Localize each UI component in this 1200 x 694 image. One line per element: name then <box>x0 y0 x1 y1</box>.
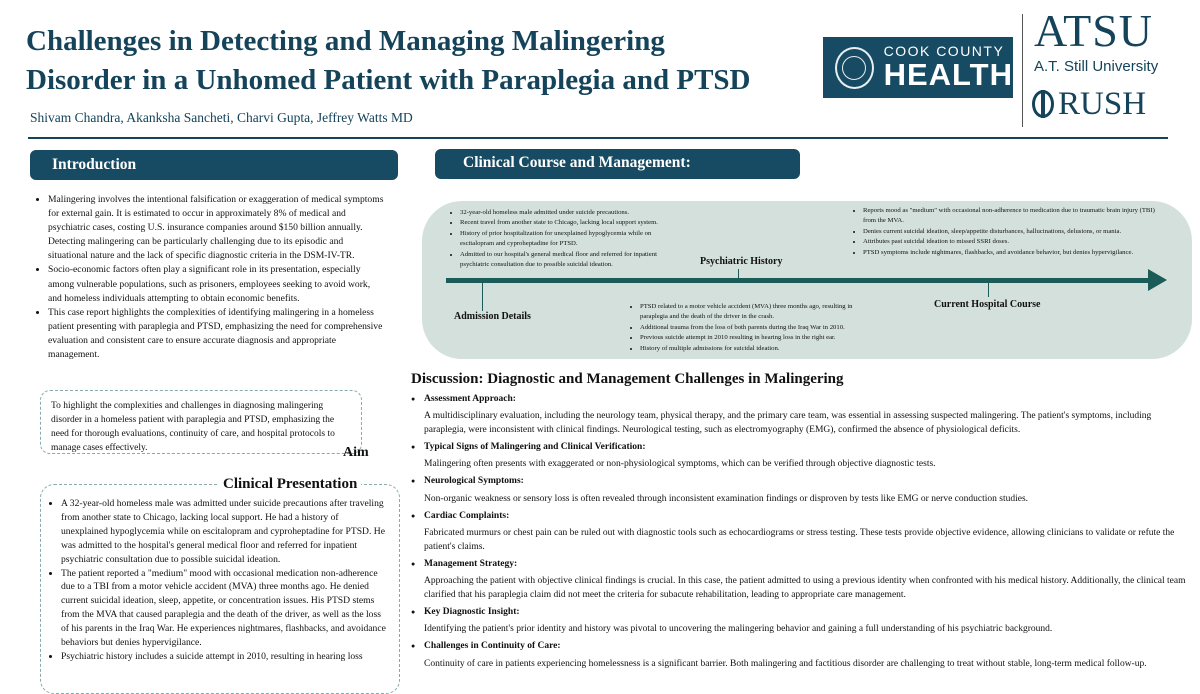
clinical-presentation-bullet: • A 32-year-old homeless male was admitted under suicide precautions after traveling from another state to Chicago, lacking local support. He had a history of unexplained hypoglycemia while on escitalopram and cyproheptadine for PTSD. He was admitted to the hospital's general medical floor and referred for inpatient psychiatric consultation due to possible suicidal ideation. <box>61 497 386 567</box>
current-course-bullet: • Reports mood as "medium" with occasional non-adherence to medication due to traumatic brain injury (TBI) from the MVA. <box>863 206 1159 227</box>
discussion-item-heading: ● Neurological Symptoms: <box>424 476 524 487</box>
discussion-item-body: A multidisciplinary evaluation, including the neurology team, physical therapy, and the primary care team, was essential in assessing suspected malingering. The patient's symptoms, including paraplegia, were inconsistent with clinical findings. Neurological testing, such as electromyography (EMG), confirmed the absence of physiological deficits. <box>424 411 1152 436</box>
atsu-logo: ATSU <box>1034 5 1154 56</box>
poster-title <box>26 22 806 100</box>
timeline-arrow <box>446 278 1150 283</box>
discussion-item <box>411 440 1189 471</box>
psychiatric-history-bullet: • PTSD related to a motor vehicle accident (MVA) three months ago, resulting in paraplegia and the death of the driver in the crash. <box>640 302 874 323</box>
aim-label: Aim <box>343 445 369 460</box>
discussion-item <box>411 392 1189 437</box>
discussion-heading: Discussion: Diagnostic and Management Challenges in Malingering <box>411 371 844 387</box>
cook-county-health-logo <box>823 37 1013 98</box>
introduction-bullet: • Socio-economic factors often play a significant role in its presentation, especially among vulnerable populations, such as prisoners, employees seeking to avoid work, and homeless individuals attempting to obtain economic benefits. <box>48 263 385 305</box>
header-divider <box>28 137 1168 139</box>
admission-bullet: • Recent travel from another state to Chicago, lacking local support system. <box>460 218 684 228</box>
discussion-item-heading: ● Challenges in Continuity of Care: <box>424 641 561 652</box>
introduction-bullet: • This case report highlights the complexities of identifying malingering in a homeless patient presenting with paraplegia and PTSD, emphasizing the need for comprehensive evaluation and consistent care to ensure accurate diagnosis and appropriate management. <box>48 306 385 362</box>
psychiatric-history-bullet: • Previous suicide attempt in 2010 resulting in hearing loss in the right ear. <box>640 333 874 343</box>
current-course-bullet: • PTSD symptoms include nightmares, flashbacks, and avoidance behavior, but denies hypervigilance. <box>863 248 1159 258</box>
discussion-item-body: Identifying the patient's prior identity and history was pivotal to uncovering the malingering behavior and gaining a full understanding of his psychiatric background. <box>424 624 1053 635</box>
logo-divider <box>1022 14 1023 127</box>
introduction-body <box>33 193 385 362</box>
discussion-item-body: Continuity of care in patients experiencing homelessness is a significant barrier. Both malingering and factitious disorder are challenging to treat without stable, long-term medical follow-up. <box>424 658 1147 669</box>
aim-box <box>40 390 362 454</box>
clinical-presentation-body <box>46 497 386 675</box>
discussion-item-heading: ● Management Strategy: <box>424 558 518 569</box>
timeline-arrowhead <box>1148 269 1167 291</box>
authors: Shivam Chandra, Akanksha Sancheti, Charvi Gupta, Jeffrey Watts MD <box>30 110 413 125</box>
county-seal-icon <box>835 47 874 89</box>
current-course-bullet: • Attributes past suicidal ideation to missed SSRI doses. <box>863 237 1159 247</box>
title-line-1: Challenges in Detecting and Managing Malingering <box>26 25 665 57</box>
aim-text: To highlight the complexities and challenges in diagnosing malingering disorder in a homeless patient with paraplegia and PTSD, emphasizing the need for thorough evaluations, continuity of care, and hospital protocols to manage cases effectively. <box>51 401 335 454</box>
atsu-subtitle: A.T. Still University <box>1034 58 1159 75</box>
clinical-presentation-bullet: • The patient reported a "medium" mood with occasional medication non-adherence due to a TBI from a motor vehicle accident (MVA) three months ago. He denied current suicidal ideation, sleep, appetite, or concentration issues. His PTSD stems from the MVA that caused paraplegia and the death of the driver, as well as the loss of his parents in the Iraq War. He experiences nightmares, flashbacks, and avoidance behaviors but denies hypervigilance. <box>61 567 386 650</box>
discussion-body <box>411 392 1189 675</box>
discussion-item <box>411 474 1189 505</box>
current-course-bullet: • Denies current suicidal ideation, sleep/appetite disturbances, hallucinations, delusions, or mania. <box>863 227 1159 237</box>
discussion-item <box>411 509 1189 554</box>
introduction-heading: Introduction <box>30 150 398 180</box>
clinical-course-heading: Clinical Course and Management: <box>435 149 800 179</box>
discussion-item <box>411 557 1189 602</box>
discussion-item <box>411 639 1189 670</box>
discussion-item-body: Malingering often presents with exaggerated or non-physiological symptoms, which can be verified through objective diagnostic tests. <box>424 459 936 470</box>
current-course-tick <box>988 281 989 297</box>
discussion-item-body: Approaching the patient with objective clinical findings is crucial. In this case, the patient admitted to using a previous identity when confronted with his medical history. Additionally, the clinical team clarified that his paraplegia claim did not meet the criteria for subacute rehabilitation, leading to appropriate care management. <box>424 576 1186 601</box>
admission-bullet: • History of prior hospitalization for unexplained hypoglycemia while on escitalopram and cyproheptadine for PTSD. <box>460 229 684 250</box>
discussion-item-heading: ● Cardiac Complaints: <box>424 510 510 521</box>
discussion-item-heading: ● Assessment Approach: <box>424 394 516 404</box>
discussion-item-heading: ● Key Diagnostic Insight: <box>424 607 520 618</box>
admission-bullet: • 32-year-old homeless male admitted under suicide precautions. <box>460 208 684 218</box>
introduction-bullet: • Malingering involves the intentional falsification or exaggeration of medical symptoms for external gain. It is estimated to occur in approximately 8% of medical and psychiatric cases, costing U.S. insurance companies around $150 billion annually. Detecting malingering can be particularly challenging due to its episodic and situational nature and the lack of specific diagnostic criteria in the DSM-IV-TR. <box>48 193 385 263</box>
cch-logo-line1: COOK COUNTY <box>883 43 1005 59</box>
admission-details-list <box>446 208 684 270</box>
clinical-presentation-heading: Clinical Presentation <box>219 476 361 493</box>
cch-logo-line2: HEALTH <box>883 57 1013 92</box>
current-course-label: Current Hospital Course <box>934 299 1041 310</box>
psychiatric-history-list <box>626 302 874 354</box>
rush-logo-text: RUSH <box>1058 86 1147 122</box>
psychiatric-history-bullet: • History of multiple admissions for suicidal ideation. <box>640 344 874 354</box>
discussion-item-heading: ● Typical Signs of Malingering and Clinical Verification: <box>424 442 646 453</box>
rush-logo <box>1032 86 1146 122</box>
admission-bullet: • Admitted to our hospital's general medical floor and referred for inpatient psychiatric consultation due to possible suicidal ideation. <box>460 250 684 271</box>
clinical-presentation-bullet: • Psychiatric history includes a suicide attempt in 2010, resulting in hearing loss <box>61 650 386 664</box>
title-line-2: Disorder in a Unhomed Patient with Paraplegia and PTSD <box>26 64 751 96</box>
current-course-list <box>849 206 1159 258</box>
psychiatric-history-tick <box>738 269 739 279</box>
admission-details-label: Admission Details <box>454 311 531 322</box>
discussion-item <box>411 605 1189 636</box>
psychiatric-history-bullet: • Additional trauma from the loss of both parents during the Iraq War in 2010. <box>640 323 874 333</box>
discussion-item-body: Fabricated murmurs or chest pain can be ruled out with diagnostic tools such as echocardiograms or stress testing. These tests provide objective evidence, allowing clinicians to validate or refute the patient's claims. <box>424 527 1175 552</box>
discussion-item-body: Non-organic weakness or sensory loss is often revealed through inconsistent examination findings or disproven by tests like EMG or nerve conduction studies. <box>424 493 1029 504</box>
admission-tick <box>482 281 483 311</box>
psychiatric-history-label: Psychiatric History <box>700 256 783 267</box>
rush-mark-icon <box>1032 90 1054 118</box>
